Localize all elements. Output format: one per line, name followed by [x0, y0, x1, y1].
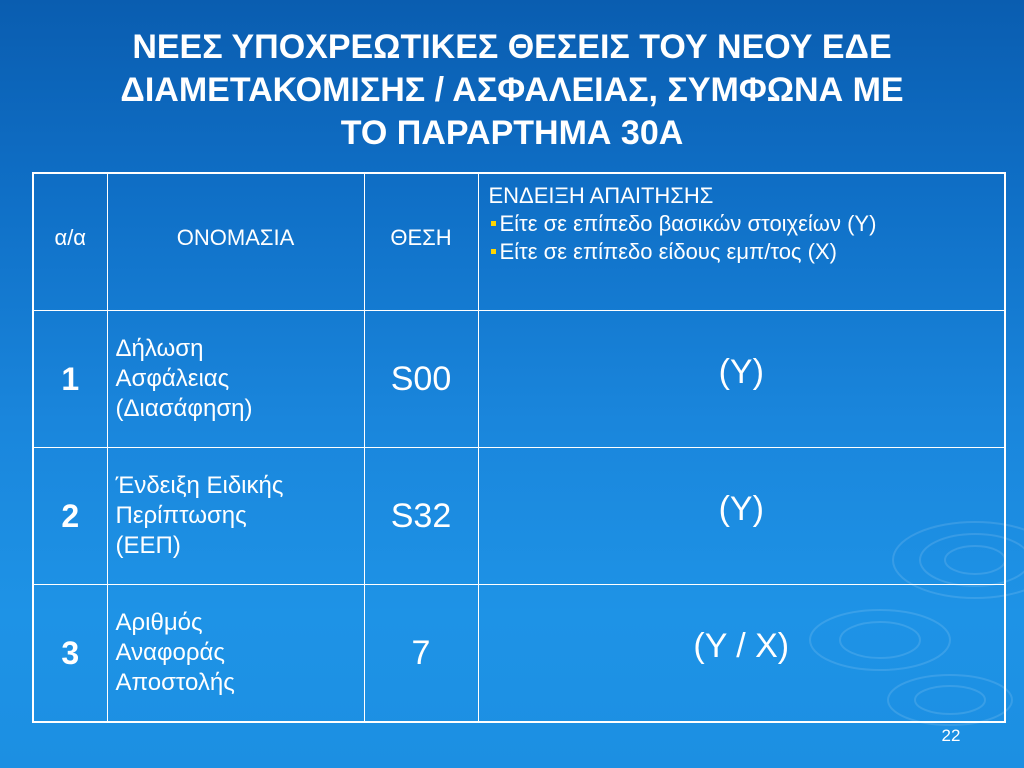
row-name: [107, 311, 364, 448]
requirements-table: [32, 172, 1006, 723]
title-line-3: ΤΟ ΠΑΡΑΡΤΗΜΑ 30Α: [340, 114, 684, 152]
row-name-line: (Διασάφηση): [115, 395, 253, 422]
header-position: ΘΕΣΗ: [364, 173, 478, 311]
row-name: [107, 448, 364, 585]
table-header-row: [33, 173, 1005, 311]
requirement-bullet-1: [489, 210, 997, 238]
row-name-line: Περίπτωσης: [115, 502, 247, 529]
table-row: [33, 448, 1005, 585]
row-position: S00: [364, 311, 478, 448]
square-bullet-icon: [491, 221, 496, 226]
title-line-1: ΝΕΕΣ ΥΠΟΧΡΕΩΤΙΚΕΣ ΘΕΣΕΙΣ ΤΟΥ ΝΕΟΥ ΕΔΕ: [132, 28, 892, 66]
row-index: 3: [33, 585, 107, 723]
title-line-2: ΔΙΑΜΕΤΑΚΟΜΙΣΗΣ / ΑΣΦΑΛΕΙΑΣ, ΣΥΜΦΩΝΑ ΜΕ: [120, 71, 904, 109]
row-name-line: Αποστολής: [115, 669, 235, 696]
row-position: S32: [364, 448, 478, 585]
table-row: [33, 585, 1005, 723]
header-index: α/α: [33, 173, 107, 311]
row-index: 1: [33, 311, 107, 448]
square-bullet-icon: [491, 249, 496, 254]
requirement-title: ΕΝΔΕΙΞΗ ΑΠΑΙΤΗΣΗΣ: [488, 183, 714, 208]
header-requirement: [478, 173, 1005, 311]
row-indication: (Y): [478, 311, 1005, 448]
requirement-bullet-2: [489, 238, 997, 266]
row-name-line: Αναφοράς: [115, 639, 225, 666]
row-name-line: Ένδειξη Ειδικής: [115, 472, 284, 499]
header-name: ΟΝΟΜΑΣΙΑ: [107, 173, 364, 311]
slide-title: [40, 26, 984, 155]
row-indication: (Y): [478, 448, 1005, 585]
row-name-line: Δήλωση: [115, 335, 204, 362]
row-index: 2: [33, 448, 107, 585]
requirement-bullet-text: Είτε σε επίπεδο είδους εμπ/τος (X): [499, 239, 837, 264]
row-indication: (Y / X): [478, 585, 1005, 723]
row-name-line: (ΕΕΠ): [115, 532, 181, 559]
row-position: 7: [364, 585, 478, 723]
row-name: [107, 585, 364, 723]
page-number: 22: [941, 726, 961, 745]
row-name-line: Αριθμός: [115, 609, 203, 636]
requirement-bullet-text: Είτε σε επίπεδο βασικών στοιχείων (Y): [499, 211, 877, 236]
row-name-line: Ασφάλειας: [115, 365, 230, 392]
table-row: [33, 311, 1005, 448]
